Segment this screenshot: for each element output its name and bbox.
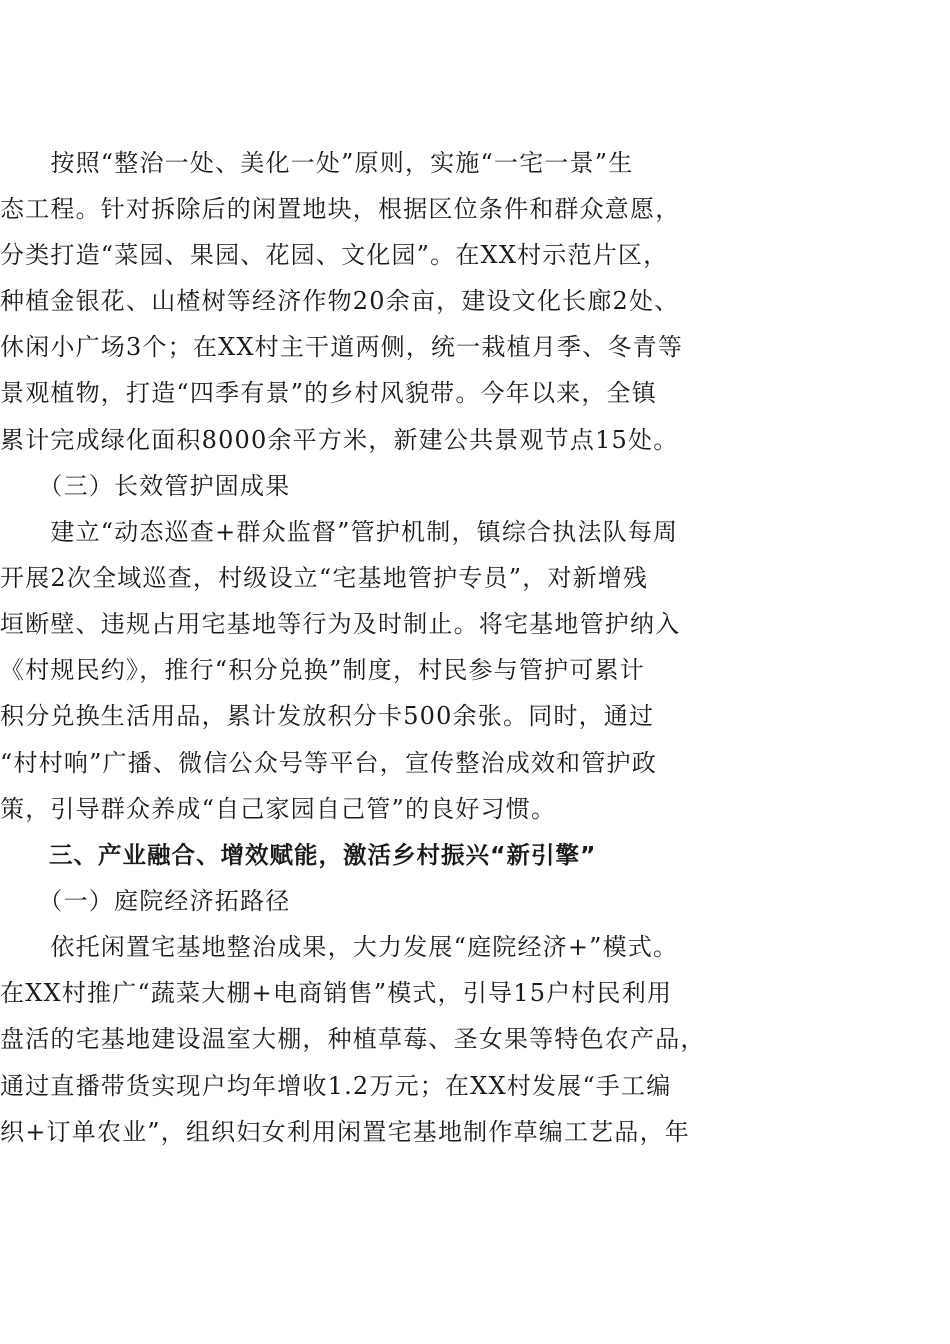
text-line: 累计完成绿化面积8000余平方米，新建公共景观节点15处。 (0, 426, 679, 454)
text-line: 依托闲置宅基地整治成果，大力发展“庭院经济+”模式。 (0, 933, 679, 961)
subsection-heading: （三）长效管护固成果 (0, 472, 291, 500)
text-line: 策，引导群众养成“自己家园自己管”的良好习惯。 (0, 795, 557, 823)
text-line: 休闲小广场3个；在XX村主干道两侧，统一栽植月季、冬青等 (0, 333, 684, 361)
text-line: 种植金银花、山楂树等经济作物20余亩，建设文化长廊2处、 (0, 287, 680, 315)
text-line: “村村响”广播、微信公众号等平台，宣传整治成效和管护政 (0, 749, 657, 777)
text-line: 积分兑换生活用品，累计发放积分卡500余张。同时，通过 (0, 702, 655, 730)
text-line: 开展2次全域巡查，村级设立“宅基地管护专员”，对新增残 (0, 564, 649, 592)
text-line: 垣断壁、违规占用宅基地等行为及时制止。将宅基地管护纳入 (0, 610, 681, 638)
text-line: 景观植物，打造“四季有景”的乡村风貌带。今年以来，全镇 (0, 379, 657, 407)
subsection-heading: （一）庭院经济拓路径 (0, 887, 291, 915)
text-line: 在XX村推广“蔬菜大棚+电商销售”模式，引导15户村民利用 (0, 979, 673, 1007)
text-line: 按照“整治一处、美化一处”原则，实施“一宅一景”生 (0, 149, 634, 177)
text-line: 分类打造“菜园、果园、花园、文化园”。在XX村示范片区， (0, 241, 669, 269)
section-heading: 三、产业融合、增效赋能，激活乡村振兴“新引擎” (0, 841, 597, 869)
text-line: 《村规民约》，推行“积分兑换”制度，村民参与管护可累计 (0, 656, 645, 684)
text-line: 织+订单农业”，组织妇女利用闲置宅基地制作草编工艺品，年 (0, 1118, 690, 1146)
text-line: 通过直播带货实现户均年增收1.2万元；在XX村发展“手工编 (0, 1072, 672, 1100)
text-line: 态工程。针对拆除后的闲置地块，根据区位条件和群众意愿， (0, 195, 681, 223)
text-line: 盘活的宅基地建设温室大棚，种植草莓、圣女果等特色农产品， (0, 1025, 706, 1053)
text-line: 建立“动态巡查+群众监督”管护机制，镇综合执法队每周 (0, 518, 679, 546)
